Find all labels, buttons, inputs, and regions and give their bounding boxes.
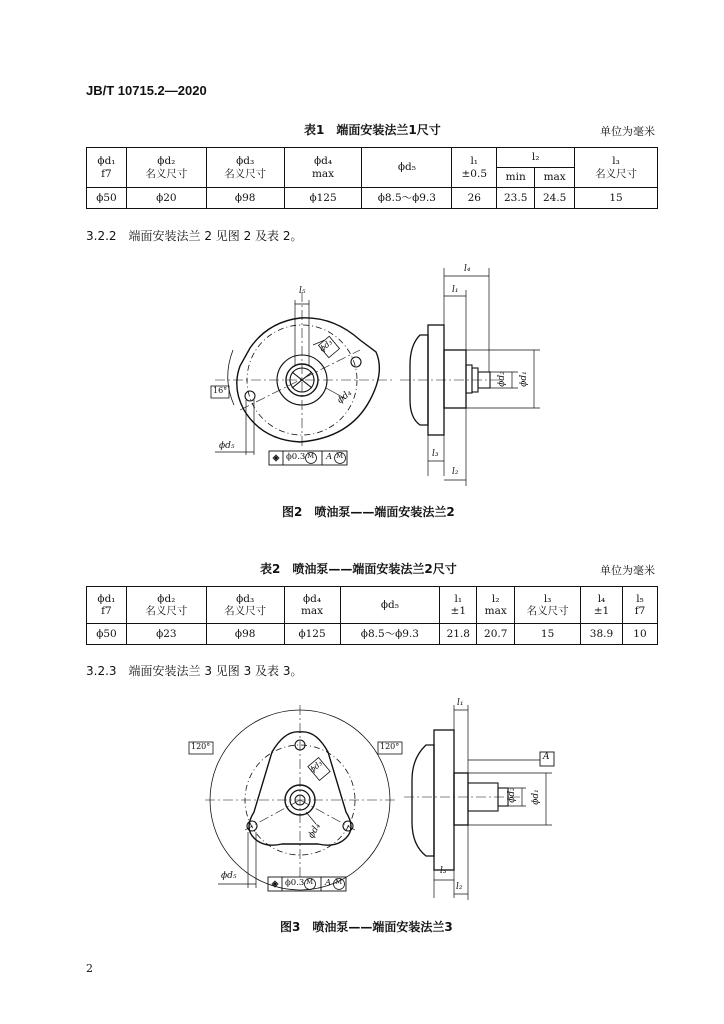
- table2-header-d2: ϕd₂ 名义尺寸: [126, 587, 206, 624]
- table2-header-d1: ϕd₁ f7: [87, 587, 127, 624]
- table2-header-l3: l₃ 名义尺寸: [515, 587, 581, 624]
- figure2-drawing: [0, 255, 724, 490]
- table1-header-d3: ϕd₃ 名义尺寸: [206, 148, 284, 188]
- fig3-label-d4: ϕd₄: [306, 821, 323, 841]
- fig2-label-angle: 16°: [213, 386, 228, 395]
- fig2-label-d2: ϕd₂: [496, 371, 507, 387]
- fig3-tol-value: ϕ0.3: [285, 878, 305, 888]
- fig2-tol-ref-m: M: [336, 452, 344, 460]
- page-number: 2: [86, 962, 93, 975]
- table1-cell-d1: ϕ50: [87, 188, 127, 209]
- table-row: [87, 188, 658, 209]
- table2-cell-d3: ϕ98: [206, 624, 284, 645]
- fig3-label-angle-left: 120°: [191, 742, 211, 751]
- table2-cell-d1: ϕ50: [87, 624, 127, 645]
- table1-header-l3: l₃ 名义尺寸: [575, 148, 658, 188]
- figure2-front-view: [211, 292, 392, 465]
- figure3-caption: 图3 喷油泵——端面安装法兰3: [280, 920, 453, 934]
- table1-cell-l3: 15: [575, 188, 658, 209]
- fig2-tol-ref: A: [326, 452, 333, 462]
- table1-cell-d3: ϕ98: [206, 188, 284, 209]
- fig2-label-l1: l₁: [452, 285, 459, 295]
- table2-header-l4: l₄ ±1: [581, 587, 623, 624]
- table1-cell-d4: ϕ125: [284, 188, 362, 209]
- table2: [86, 586, 658, 645]
- fig2-label-l4: l₄: [464, 264, 471, 274]
- fig3-label-d1: ϕd₁: [530, 789, 541, 805]
- table1-header-l2-max: max: [535, 168, 575, 188]
- section-3-2-3: 3.2.3 端面安装法兰 3 见图 3 及表 3。: [86, 664, 303, 678]
- table2-header-l2: l₂ max: [477, 587, 515, 624]
- table-row: [87, 624, 658, 645]
- table1-unit: 单位为毫米: [600, 125, 655, 138]
- table1-cell-l2-min: 23.5: [497, 188, 535, 209]
- table2-header-l5: l₅ f7: [622, 587, 657, 624]
- fig3-tol-m: M: [306, 878, 314, 886]
- table1-header-l2-min: min: [497, 168, 535, 188]
- figure2-caption: 图2 喷油泵——端面安装法兰2: [282, 505, 455, 519]
- table1: [86, 147, 658, 209]
- table2-cell-l2: 20.7: [477, 624, 515, 645]
- table2-header-row: [87, 587, 658, 624]
- fig3-label-l1: l₁: [457, 698, 464, 708]
- document-id: JB/T 10715.2—2020: [86, 83, 207, 98]
- table1-cell-l2-max: 24.5: [535, 188, 575, 209]
- table1-header-d5: ϕd₅: [362, 148, 452, 188]
- table2-cell-l5: 10: [622, 624, 657, 645]
- fig2-label-d4: ϕd₄: [335, 388, 354, 406]
- table1-cell-d5: ϕ8.5～ϕ9.3: [362, 188, 452, 209]
- fig3-tol-ref: A: [325, 878, 332, 888]
- figure3-drawing: [0, 695, 724, 905]
- table1-caption: 表1 端面安装法兰1尺寸: [304, 123, 441, 137]
- table1-header-l1: l₁ ±0.5: [452, 148, 497, 188]
- table1-cell-l1: 26: [452, 188, 497, 209]
- fig3-label-l3: l₃: [440, 866, 447, 876]
- table2-cell-d2: ϕ23: [126, 624, 206, 645]
- table2-cell-d4: ϕ125: [284, 624, 340, 645]
- fig2-label-l5: l₅: [299, 286, 306, 296]
- table2-cell-d5: ϕ8.5～ϕ9.3: [340, 624, 440, 645]
- table2-cell-l3: 15: [515, 624, 581, 645]
- figure3-front-view: [189, 705, 402, 891]
- fig3-label-angle-right: 120°: [380, 742, 400, 751]
- table1-header-d2: ϕd₂ 名义尺寸: [126, 148, 206, 188]
- fig2-label-l3: l₃: [432, 449, 439, 459]
- fig3-label-d3: ϕd₃: [307, 758, 325, 775]
- table2-cell-l1: 21.8: [440, 624, 477, 645]
- fig3-tol-ref-m: M: [335, 878, 343, 886]
- fig3-datum-a: A: [543, 752, 550, 762]
- table1-header-d4: ϕd₄ max: [284, 148, 362, 188]
- fig2-tol-m: M: [307, 452, 315, 460]
- table1-header-l2: l₂: [497, 148, 575, 168]
- table2-header-d5: ϕd₅: [340, 587, 440, 624]
- table1-header-d1: ϕd₁ f7: [87, 148, 127, 188]
- fig3-label-d5: ϕd₅: [221, 871, 237, 881]
- fig3-label-d2: ϕd₂: [506, 787, 517, 803]
- fig2-label-d3: ϕd₃: [317, 337, 335, 354]
- table2-header-d4: ϕd₄ max: [284, 587, 340, 624]
- table2-caption: 表2 喷油泵——端面安装法兰2尺寸: [260, 562, 457, 576]
- table2-unit: 单位为毫米: [600, 564, 655, 577]
- fig2-tol-value: ϕ0.3: [286, 452, 306, 462]
- fig2-label-l2: l₂: [452, 467, 459, 477]
- table1-header-row: [87, 148, 658, 168]
- table1-cell-d2: ϕ20: [126, 188, 206, 209]
- fig2-label-d5: ϕd₅: [219, 441, 235, 451]
- table2-header-l1: l₁ ±1: [440, 587, 477, 624]
- fig3-label-l2: l₂: [456, 882, 463, 892]
- section-3-2-2: 3.2.2 端面安装法兰 2 见图 2 及表 2。: [86, 229, 303, 243]
- table2-header-d3: ϕd₃ 名义尺寸: [206, 587, 284, 624]
- fig2-label-d1: ϕd₁: [518, 371, 529, 387]
- table2-cell-l4: 38.9: [581, 624, 623, 645]
